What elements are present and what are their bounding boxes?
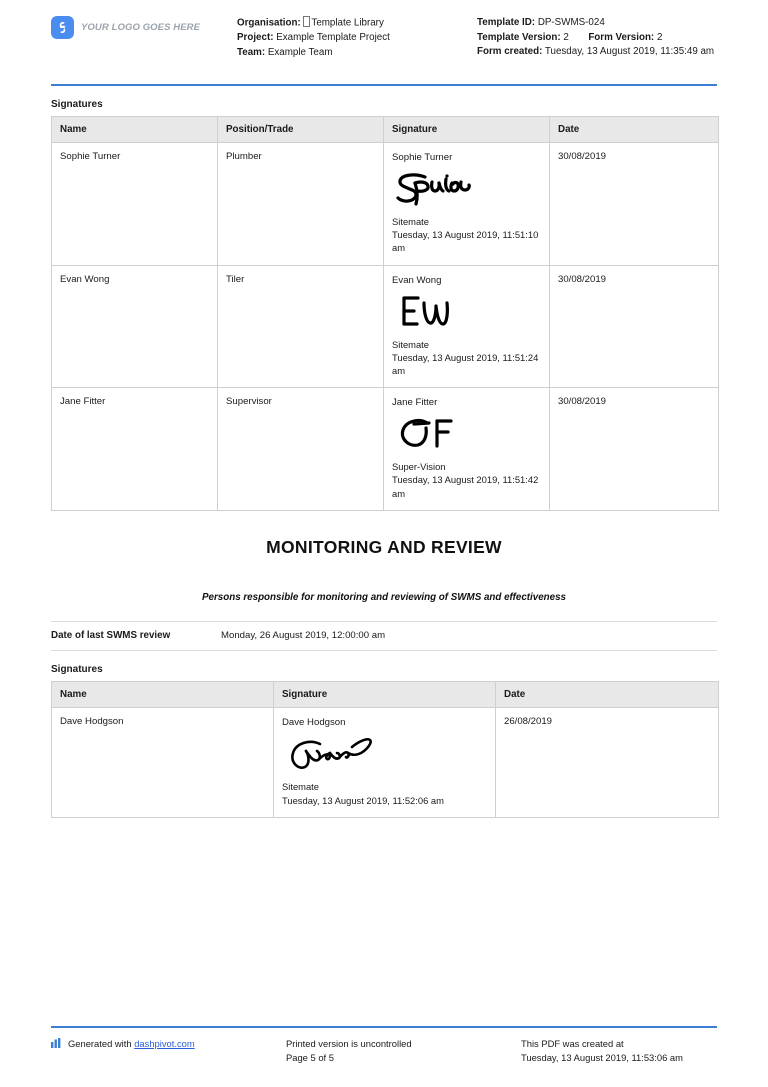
table-row <box>52 265 719 388</box>
form-version-value: 2 <box>656 31 663 43</box>
cell-name: Evan Wong <box>52 265 218 388</box>
signature-timestamp: Tuesday, 13 August 2019, 11:52:06 am <box>282 794 444 806</box>
footer-pdf-created-value: Tuesday, 13 August 2019, 11:53:06 am <box>521 1052 683 1063</box>
footer-divider <box>51 1026 717 1028</box>
date-of-last-review-label: Date of last SWMS review <box>51 629 171 641</box>
document-footer <box>51 1026 717 1065</box>
header-meta-left <box>237 16 477 60</box>
logo-placeholder-text: YOUR LOGO GOES HERE <box>81 22 201 33</box>
signature-image-jane <box>394 414 541 452</box>
table-row <box>52 143 719 266</box>
form-version-label: Form Version: <box>588 31 655 43</box>
signature-signer-name: Dave Hodgson <box>282 717 346 729</box>
signature-image-sophie <box>394 169 541 207</box>
team-line <box>237 46 477 61</box>
monitoring-heading: MONITORING AND REVIEW <box>266 536 502 557</box>
column-header-signature: Signature <box>384 117 550 143</box>
table-row <box>52 708 719 817</box>
team-value: Example Team <box>267 46 333 58</box>
signature-image-dave <box>284 734 487 772</box>
signature-image-evan <box>394 292 541 330</box>
project-value: Example Template Project <box>276 32 390 43</box>
template-id-line <box>477 16 717 31</box>
signature-source: Super-Vision <box>392 461 446 473</box>
dashpivot-link[interactable]: dashpivot.com <box>134 1038 195 1049</box>
footer-generated-text <box>68 1037 195 1051</box>
column-header-position: Position/Trade <box>218 117 384 143</box>
table-header-row <box>52 682 719 708</box>
version-line <box>477 31 717 46</box>
signature-timestamp: Tuesday, 13 August 2019, 11:51:24 am <box>392 351 539 377</box>
table-header-row <box>52 117 719 143</box>
form-created-value: Tuesday, 13 August 2019, 11:35:49 am <box>544 46 715 57</box>
organisation-line <box>237 16 477 31</box>
header-divider <box>51 84 717 86</box>
cell-signature <box>384 388 550 511</box>
signatures-table-2 <box>51 681 719 817</box>
date-of-last-review-row <box>51 621 717 652</box>
footer-pdf-created-block <box>521 1037 717 1065</box>
header-meta-right <box>477 16 717 60</box>
signature-timestamp: Tuesday, 13 August 2019, 11:51:42 am <box>392 474 539 499</box>
signatures-section-2-title: Signatures <box>51 664 103 676</box>
column-header-date: Date <box>496 682 719 708</box>
column-header-date: Date <box>550 117 719 143</box>
company-logo-icon <box>51 16 74 39</box>
template-id-label: Template ID: <box>477 17 536 28</box>
footer-pdf-created-label: This PDF was created at <box>521 1038 624 1049</box>
cell-position: Plumber <box>218 143 384 266</box>
monitoring-subheading: Persons responsible for monitoring and reviewing of SWMS and effectiveness <box>201 591 566 603</box>
footer-generated-block <box>51 1037 286 1065</box>
column-header-name: Name <box>52 117 218 143</box>
logo-block <box>51 16 237 39</box>
signature-source: Sitemate <box>392 338 429 350</box>
cell-name: Jane Fitter <box>52 388 218 511</box>
cell-date: 30/08/2019 <box>550 388 719 511</box>
missing-glyph-icon <box>303 16 310 27</box>
signature-signer-name: Jane Fitter <box>392 397 438 409</box>
date-of-last-review-value: Monday, 26 August 2019, 12:00:00 am <box>221 629 386 641</box>
cell-name: Sophie Turner <box>52 143 218 266</box>
cell-date: 26/08/2019 <box>496 708 719 817</box>
template-version-value: 2 <box>563 31 569 43</box>
column-header-signature: Signature <box>274 682 496 708</box>
team-label: Team: <box>237 46 266 58</box>
bar-chart-icon <box>51 1038 62 1052</box>
document-header <box>51 0 717 74</box>
organisation-label: Organisation: <box>237 17 301 29</box>
cell-date: 30/08/2019 <box>550 265 719 388</box>
project-label: Project: <box>237 32 274 43</box>
table-row <box>52 388 719 511</box>
template-id-value: DP-SWMS-024 <box>537 17 605 28</box>
cell-position: Tiler <box>218 265 384 388</box>
cell-signature <box>274 708 496 817</box>
cell-signature <box>384 143 550 266</box>
column-header-name: Name <box>52 682 274 708</box>
footer-print-block <box>286 1037 521 1065</box>
cell-position: Supervisor <box>218 388 384 511</box>
form-created-line <box>477 45 717 60</box>
cell-name: Dave Hodgson <box>52 708 274 817</box>
signatures-table-1 <box>51 116 719 511</box>
footer-page-number: Page 5 of 5 <box>286 1052 334 1063</box>
signature-signer-name: Evan Wong <box>392 274 442 286</box>
organisation-value: Template Library <box>311 17 384 29</box>
signature-timestamp: Tuesday, 13 August 2019, 11:51:10 am <box>392 229 539 254</box>
signature-signer-name: Sophie Turner <box>392 152 453 163</box>
footer-uncontrolled-text: Printed version is uncontrolled <box>286 1038 412 1049</box>
signature-source: Sitemate <box>392 216 429 227</box>
template-version-label: Template Version: <box>477 31 561 43</box>
signature-source: Sitemate <box>282 781 319 793</box>
cell-date: 30/08/2019 <box>550 143 719 266</box>
cell-signature <box>384 265 550 388</box>
form-created-label: Form created: <box>477 46 543 57</box>
project-line <box>237 31 477 46</box>
signatures-section-1-title: Signatures <box>51 99 103 110</box>
footer-generated-prefix: Generated with <box>68 1038 132 1049</box>
